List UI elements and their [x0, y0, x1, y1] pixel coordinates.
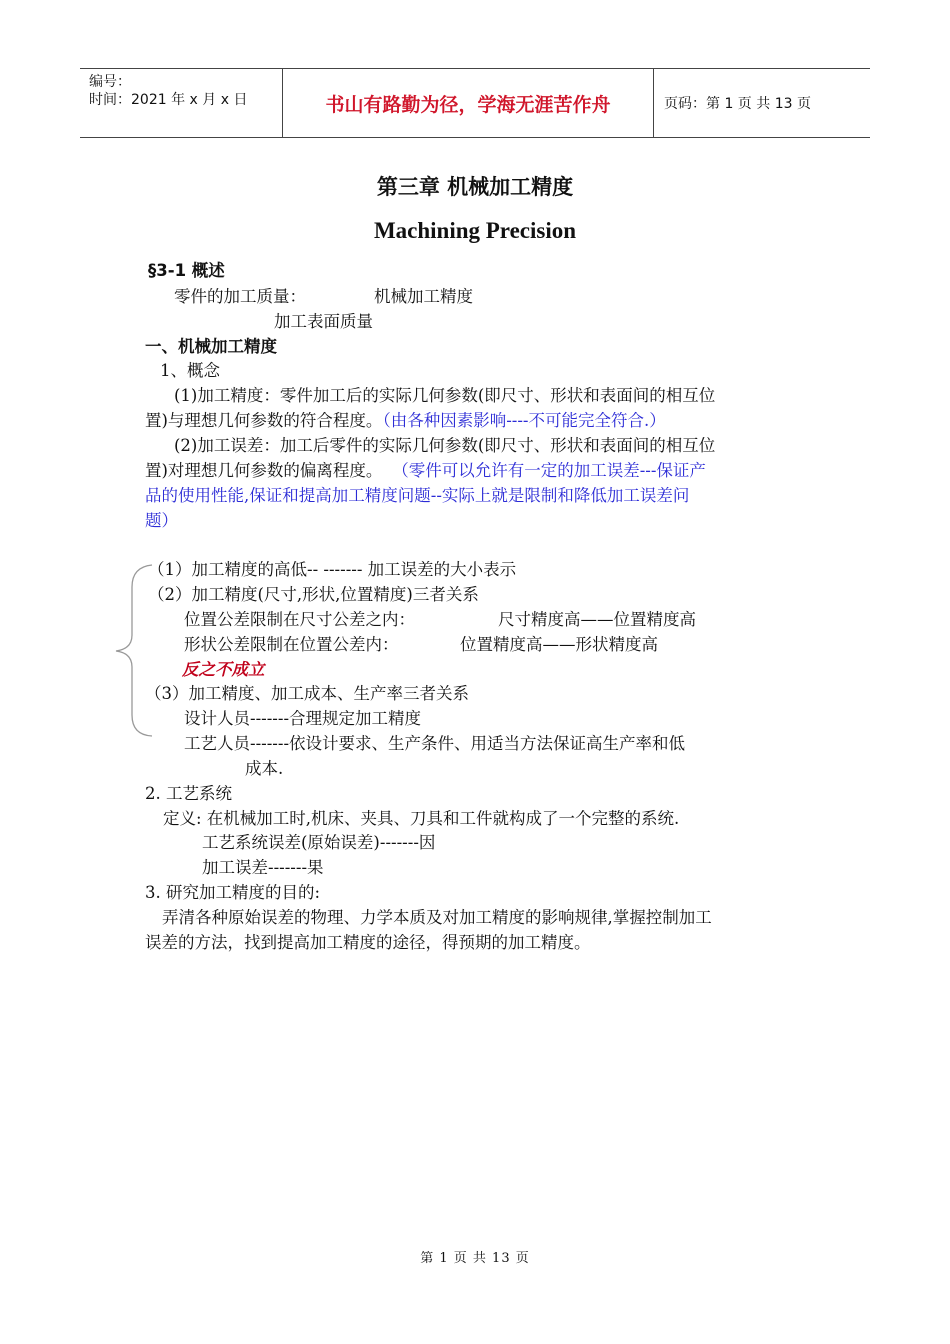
process-heading: 2. 工艺系统 [145, 784, 232, 803]
chapter-title-english: Machining Precision [373, 218, 577, 243]
relation-3b: 工艺人员-------依设计要求、生产条件、用适当方法保证高生产率和低 [184, 734, 686, 753]
relation-2: （2）加工精度(尺寸,形状,位置精度)三者关系 [148, 585, 479, 604]
purpose-line1: 弄清各种原始误差的物理、力学本质及对加工精度的影响规律,掌握控制加工 [162, 908, 712, 927]
relation-2b-right: 位置精度高——形状精度高 [460, 635, 658, 654]
def2-note-part2: 品的使用性能,保证和提高加工精度问题--实际上就是限制和降低加工误差问 [145, 486, 690, 505]
relation-2b-left: 形状公差限制在位置公差内： [184, 635, 399, 654]
time-label: 时间：2021 年 x 月 x 日 [89, 92, 248, 108]
concept-heading: 1、概念 [160, 361, 220, 380]
process-effect: 加工误差-------果 [202, 858, 324, 877]
relation-3a: 设计人员-------合理规定加工精度 [184, 709, 422, 728]
relation-2a-right: 尺寸精度高——位置精度高 [498, 610, 696, 629]
def1-line2-text: 置)与理想几何参数的符合程度。 [145, 411, 383, 430]
header-motto-cell [282, 69, 654, 137]
header-page-info: 页码：第 1 页 共 13 页 [664, 96, 811, 112]
section-heading: §3-1 概述 [148, 261, 225, 280]
def2-note-part1: （零件可以允许有一定的加工误差---保证产 [400, 461, 706, 480]
serial-label: 编号： [89, 74, 131, 90]
converse-note: 反之不成立 [182, 660, 265, 679]
quality-item-precision: 机械加工精度 [374, 287, 473, 306]
quality-item-surface: 加工表面质量 [274, 312, 373, 331]
relation-3c: 成本. [245, 759, 284, 778]
def1-note: （由各种因素影响----不可能完全符合.） [382, 411, 666, 430]
document-header [80, 68, 870, 138]
chapter-title: 第三章 机械加工精度 [376, 175, 574, 199]
relation-2a-left: 位置公差限制在尺寸公差之内： [184, 610, 415, 629]
purpose-line2: 误差的方法，找到提高加工精度的途径，得预期的加工精度。 [145, 933, 591, 952]
header-motto: 书山有路勤为径，学海无涯苦作舟 [325, 93, 611, 116]
quality-label: 零件的加工质量： [174, 287, 306, 306]
page-footer: 第 1 页 共 13 页 [420, 1251, 530, 1266]
relation-1: （1）加工精度的高低-- ------- 加工误差的大小表示 [148, 560, 517, 579]
def2-note-part3: 题） [145, 511, 178, 530]
process-cause: 工艺系统误差(原始误差)-------因 [202, 833, 436, 852]
def1-line2 [145, 408, 666, 433]
def2-line1: (2)加工误差：加工后零件的实际几何参数(即尺寸、形状和表面间的相互位 [174, 436, 716, 455]
purpose-heading: 3. 研究加工精度的目的: [145, 883, 321, 902]
process-definition: 定义: 在机械加工时,机床、夹具、刀具和工件就构成了一个完整的系统. [163, 809, 680, 828]
def1-line1: (1)加工精度：零件加工后的实际几何参数(即尺寸、形状和表面间的相互位 [174, 386, 716, 405]
relation-3: （3）加工精度、加工成本、生产率三者关系 [145, 684, 469, 703]
def2-line2-text: 置)对理想几何参数的偏离程度。 [145, 461, 383, 480]
header-meta [80, 69, 282, 137]
part1-heading: 一、机械加工精度 [145, 337, 277, 356]
def2-line2 [145, 458, 706, 483]
